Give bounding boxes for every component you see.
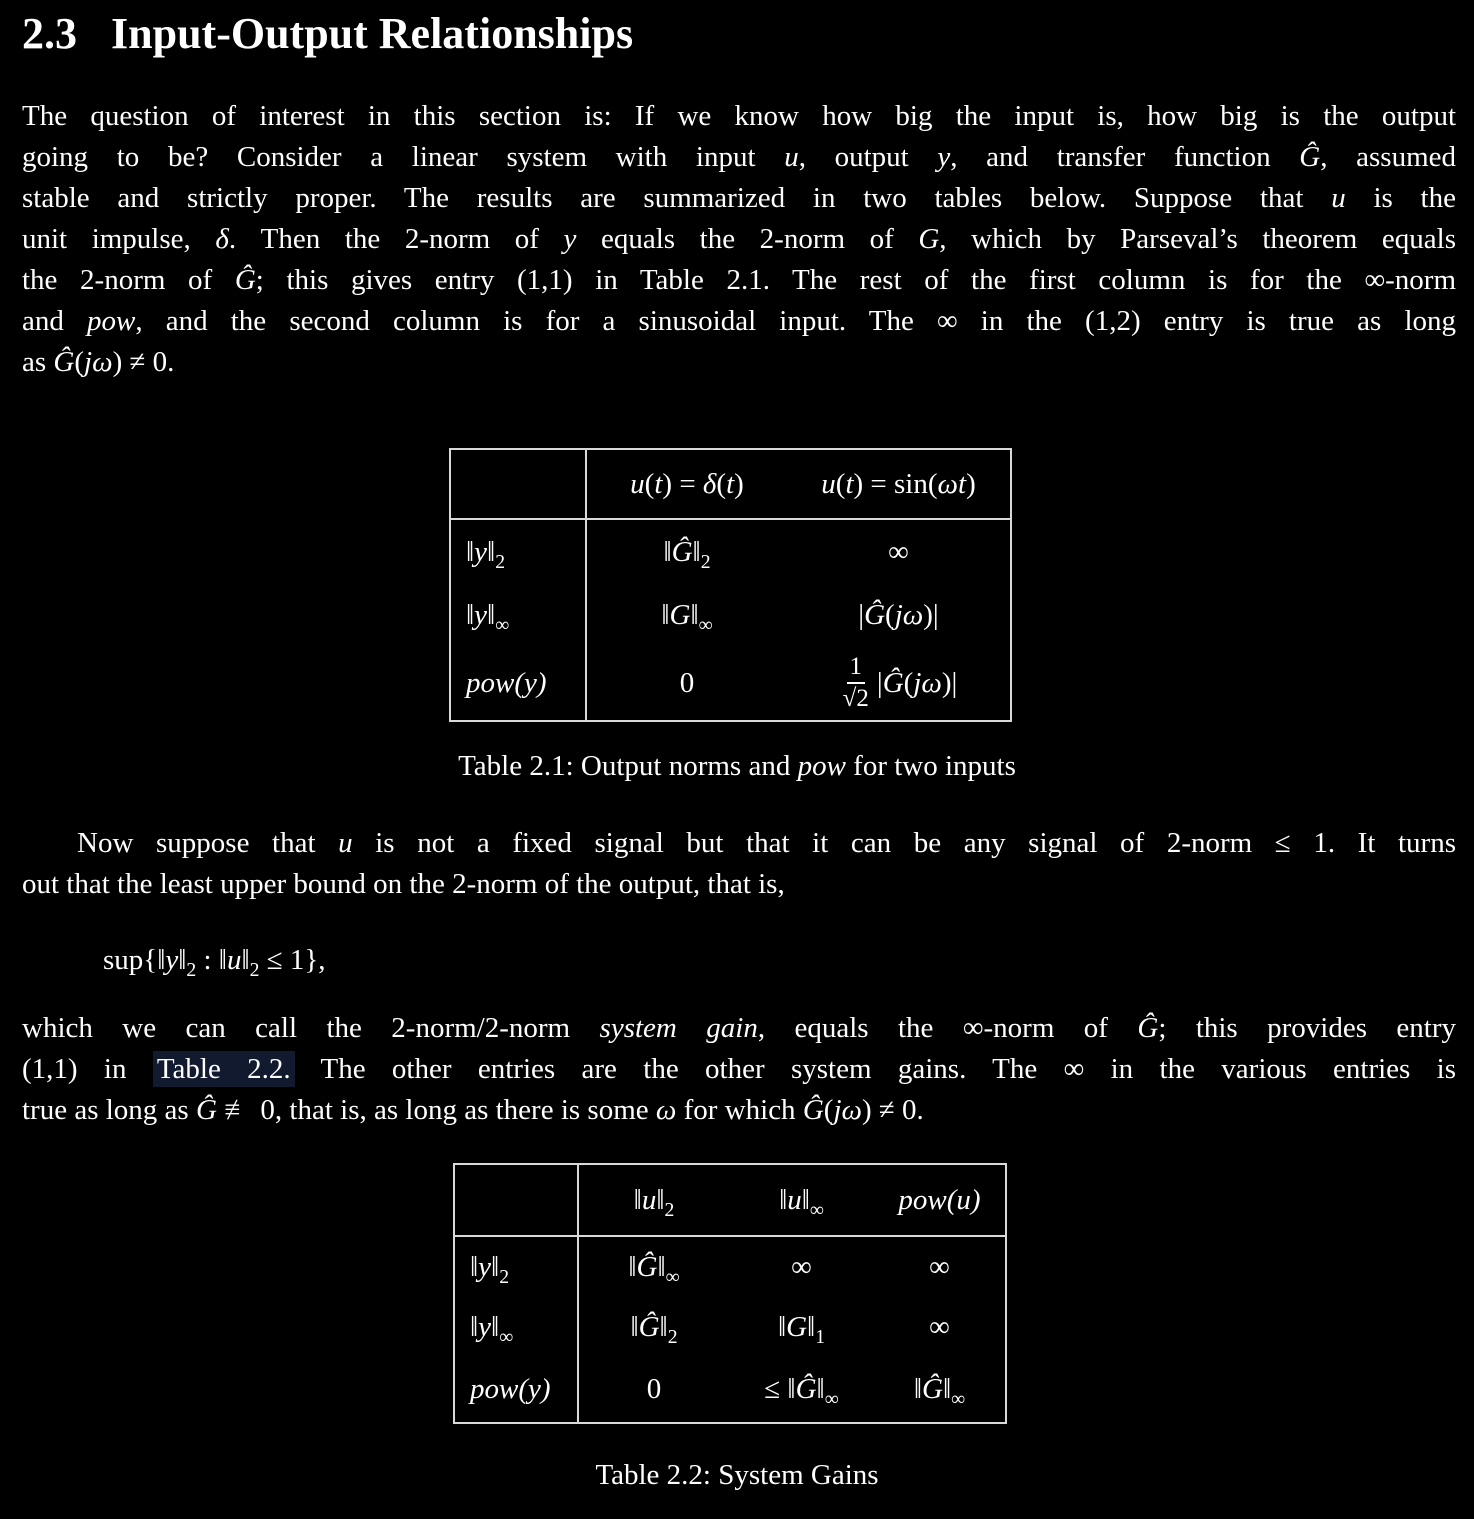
text-segment: u <box>226 944 242 976</box>
text-line <box>22 301 1456 342</box>
text-segment: Ĝ <box>922 1373 943 1405</box>
fraction <box>840 652 872 714</box>
text-segment: Ĝ <box>638 1310 660 1343</box>
text-segment: Ĝ <box>795 1373 817 1405</box>
text-segment: y <box>474 535 488 568</box>
text-segment: ∞ <box>929 1310 950 1343</box>
text-segment: u <box>784 141 799 173</box>
value-cell <box>729 1357 874 1422</box>
text-segment: 0 <box>679 666 695 699</box>
text-segment: ∞ <box>791 1250 812 1283</box>
value-cell <box>874 1237 1005 1297</box>
text-segment: ‖ <box>692 535 701 568</box>
text-segment: G <box>918 223 940 255</box>
text-line <box>22 864 1456 905</box>
text-segment: )| <box>923 598 939 631</box>
text-segment: ‖ <box>470 1310 479 1343</box>
text-segment: is the <box>1345 182 1456 214</box>
text-segment: jω <box>913 666 942 699</box>
text-segment: ( <box>903 666 914 699</box>
text-segment: Ĝ <box>802 1094 824 1126</box>
sup-norm-equation <box>103 940 326 981</box>
text-segment: pow(y) <box>470 1373 551 1405</box>
text-segment: ωt <box>937 467 967 500</box>
text-segment: Ĝ <box>234 264 256 296</box>
paragraph-system-gain <box>22 1008 1456 1131</box>
text-line <box>22 178 1456 219</box>
text-segment: 2 <box>664 1198 675 1221</box>
text-line <box>22 137 1456 178</box>
row-header <box>455 1297 579 1357</box>
text-segment: 2 <box>186 958 197 981</box>
text-segment: ‖ <box>942 1373 952 1405</box>
text-segment: ( <box>885 598 895 631</box>
text-segment: system gain <box>599 1012 758 1044</box>
text-segment: unit impulse, <box>22 223 216 255</box>
text-segment: . Then the 2-norm of <box>228 223 564 255</box>
fraction-denominator: √2 <box>842 685 869 712</box>
value-cell <box>874 1357 1005 1422</box>
text-segment: ‖ <box>663 535 672 568</box>
text-segment: Table 2.1: Output norms and <box>458 750 798 782</box>
text-segment: ( <box>644 467 655 500</box>
text-segment: , assumed <box>1320 141 1457 173</box>
value-cell <box>729 1237 874 1297</box>
text-line <box>22 1008 1456 1049</box>
text-segment: G <box>669 598 691 631</box>
text-segment: δ <box>215 223 229 255</box>
text-line <box>22 823 1456 864</box>
row-header <box>451 646 587 720</box>
text-segment: ( <box>74 346 85 378</box>
column-header-powu <box>874 1165 1005 1237</box>
text-segment: (1,1) in <box>22 1053 153 1085</box>
text-segment: 1 <box>815 1325 826 1348</box>
text-segment: Table 2.2: System Gains <box>595 1459 879 1491</box>
text-segment: y <box>474 598 488 631</box>
value-cell <box>579 1297 729 1357</box>
section-number: 2.3 <box>22 9 77 58</box>
text-segment: y <box>478 1250 492 1283</box>
text-segment: ‖ <box>178 944 187 976</box>
text-segment: ∞ <box>698 613 713 636</box>
row-header <box>455 1357 579 1422</box>
table-link[interactable]: Table 2.2. <box>153 1051 295 1087</box>
text-segment: going to be? Consider a linear system with input <box>22 141 785 173</box>
paragraph-gain-intro <box>22 823 1456 905</box>
text-segment: y <box>563 223 577 255</box>
text-segment: G <box>786 1310 808 1343</box>
text-segment: ( <box>835 467 846 500</box>
text-segment: ) <box>734 467 744 500</box>
text-segment: ∞ <box>951 1387 966 1410</box>
text-segment: ∞ <box>809 1198 824 1221</box>
text-segment: ‖ <box>487 535 496 568</box>
text-segment: ‖ <box>779 1183 788 1216</box>
text-segment: , and the second column is for a sinusoidal input. The ∞ in the (1,2) entry is true as long <box>135 305 1456 337</box>
text-segment: ) = sin( <box>853 467 938 500</box>
text-segment: ) ≠ 0. <box>861 1094 924 1126</box>
text-segment: true as long as <box>22 1094 196 1126</box>
column-header-uinf <box>729 1165 874 1237</box>
system-gains-table <box>453 1163 1007 1424</box>
text-segment: Ĝ <box>1137 1012 1159 1044</box>
text-segment: y <box>478 1310 492 1343</box>
text-segment: ‖ <box>241 944 250 976</box>
text-line <box>22 342 1456 383</box>
text-segment: y <box>165 944 179 976</box>
fraction-numerator: 1 <box>847 652 866 684</box>
column-header-sinusoid <box>787 450 1010 520</box>
text-segment: | <box>876 666 883 699</box>
value-cell <box>874 1297 1005 1357</box>
text-segment: pow <box>87 305 136 337</box>
paragraph-intro <box>22 96 1456 383</box>
text-segment: ) = <box>662 467 703 500</box>
text-segment: ≤ ‖ <box>764 1373 796 1405</box>
text-segment: Ĝ <box>636 1250 658 1283</box>
text-segment: ‖ <box>466 598 475 631</box>
text-segment: Ĝ <box>671 535 693 568</box>
column-header-impulse <box>587 450 787 520</box>
text-segment: ‖ <box>657 1250 666 1283</box>
text-segment: ≤ 1}, <box>259 944 326 976</box>
text-segment: ‖ <box>656 1183 665 1216</box>
text-segment: u <box>630 467 645 500</box>
text-segment: sup{‖ <box>103 944 166 976</box>
text-segment: The question of interest in this section is: If we know how big the input is, how big is the output <box>22 100 1456 132</box>
text-segment: pow(u) <box>898 1183 981 1216</box>
text-segment: which we can call the 2-norm/2-norm <box>22 1012 600 1044</box>
text-segment: y <box>937 141 951 173</box>
text-segment: 2 <box>495 550 506 573</box>
text-segment: ( <box>823 1094 834 1126</box>
text-segment: equals the 2-norm of <box>576 223 919 255</box>
text-segment: ∞ <box>495 613 510 636</box>
text-segment: t <box>726 467 735 500</box>
text-segment: Ĝ <box>1299 141 1321 173</box>
text-segment: ‖ <box>816 1373 825 1405</box>
text-segment: ; this gives entry (1,1) in Table 2.1. The rest of the first column is for the ∞-norm <box>255 264 1456 296</box>
text-segment: ‖ <box>470 1250 479 1283</box>
text-segment: ‖ <box>777 1310 787 1343</box>
text-line <box>22 219 1456 260</box>
text-segment: ∞ <box>665 1265 680 1288</box>
text-segment: ‖ <box>630 1310 639 1343</box>
text-segment: u <box>338 827 353 859</box>
table-corner-cell <box>455 1165 579 1237</box>
text-segment: ( <box>716 467 727 500</box>
table-caption-2-2 <box>0 1459 1474 1492</box>
text-segment: the 2-norm of <box>22 264 235 296</box>
text-segment: 2 <box>499 1265 510 1288</box>
output-norms-table <box>449 448 1012 722</box>
text-segment: , and transfer function <box>950 141 1300 173</box>
value-cell <box>787 584 1010 646</box>
text-segment: The other entries are the other system gains. The ∞ in the various entries is <box>294 1053 1457 1085</box>
text-segment: pow <box>797 750 846 782</box>
text-segment: ‖ <box>487 598 496 631</box>
text-segment: for which <box>676 1094 803 1126</box>
text-segment: : ‖ <box>196 944 227 976</box>
text-segment: ‖ <box>491 1250 500 1283</box>
text-line <box>22 260 1456 301</box>
text-segment: jω <box>894 598 924 631</box>
table-caption-2-1 <box>0 750 1474 783</box>
text-segment: ‖ <box>801 1183 810 1216</box>
row-header <box>451 520 587 584</box>
text-segment: u <box>821 467 836 500</box>
text-segment: ∞ <box>824 1387 839 1410</box>
value-cell <box>729 1297 874 1357</box>
text-segment: u <box>641 1183 657 1216</box>
value-cell <box>787 520 1010 584</box>
column-header-u2 <box>579 1165 729 1237</box>
text-segment: ‖ <box>491 1310 500 1343</box>
text-segment: ω <box>655 1094 677 1126</box>
text-segment: , output <box>798 141 938 173</box>
text-segment: ∞ <box>499 1325 514 1348</box>
text-segment: as <box>22 346 54 378</box>
text-segment: out that the least upper bound on the 2-norm of the output, that is, <box>22 868 785 900</box>
text-segment: stable and strictly proper. The results are summarized in two tables below. Suppose that <box>22 182 1332 214</box>
text-line <box>22 1090 1456 1131</box>
table-corner-cell <box>451 450 587 520</box>
text-segment: 2 <box>249 958 260 981</box>
text-line <box>22 96 1456 137</box>
text-segment: ‖ <box>690 598 699 631</box>
text-segment: ; this provides entry <box>1158 1012 1457 1044</box>
section-heading <box>22 8 633 61</box>
text-segment: | <box>858 598 865 631</box>
text-segment: Ĝ <box>53 346 75 378</box>
value-cell <box>587 646 787 720</box>
text-segment: Ĝ <box>195 1094 217 1126</box>
section-title: Input-Output Relationships <box>111 9 634 58</box>
text-segment: pow(y) <box>466 666 547 699</box>
text-segment: Ĝ <box>864 598 886 631</box>
text-segment: , equals the ∞-norm of <box>757 1012 1138 1044</box>
value-cell <box>587 584 787 646</box>
text-segment: and <box>22 305 88 337</box>
text-segment: is not a fixed signal but that it can be any signal of 2-norm ≤ 1. It turns <box>352 827 1456 859</box>
text-segment: ‖ <box>659 1310 668 1343</box>
text-segment: ‖ <box>913 1373 922 1405</box>
text-segment: ) ≠ 0. <box>112 346 175 378</box>
text-segment: 0 <box>646 1373 662 1405</box>
text-segment: ‖ <box>633 1183 642 1216</box>
text-segment: , which by Parseval’s theorem equals <box>939 223 1456 255</box>
text-segment: ∞ <box>888 535 909 568</box>
text-segment: Now suppose that <box>77 827 339 859</box>
text-segment: ‖ <box>661 598 670 631</box>
text-segment: u <box>1331 182 1346 214</box>
text-segment: t <box>845 467 854 500</box>
text-segment: ‖ <box>628 1250 637 1283</box>
value-cell <box>587 520 787 584</box>
text-segment: jω <box>833 1094 862 1126</box>
text-segment: ≢ 0, that is, as long as there is some <box>216 1094 656 1126</box>
text-segment: ‖ <box>807 1310 816 1343</box>
row-header <box>455 1237 579 1297</box>
value-cell <box>579 1357 729 1422</box>
value-cell <box>579 1237 729 1297</box>
row-header <box>451 584 587 646</box>
text-segment: δ <box>702 467 717 500</box>
text-segment: 2 <box>700 550 711 573</box>
text-segment: t <box>654 467 663 500</box>
value-cell-fraction <box>787 646 1010 720</box>
text-line <box>22 1049 1456 1090</box>
text-segment: ‖ <box>466 535 475 568</box>
text-segment: ∞ <box>929 1250 950 1283</box>
text-segment: u <box>787 1183 802 1216</box>
text-segment: jω <box>84 346 113 378</box>
text-segment: for two inputs <box>845 750 1016 782</box>
text-segment: 2 <box>667 1325 678 1348</box>
text-segment: )| <box>941 666 958 699</box>
text-segment: ) <box>966 467 976 500</box>
text-segment: Ĝ <box>882 666 904 699</box>
